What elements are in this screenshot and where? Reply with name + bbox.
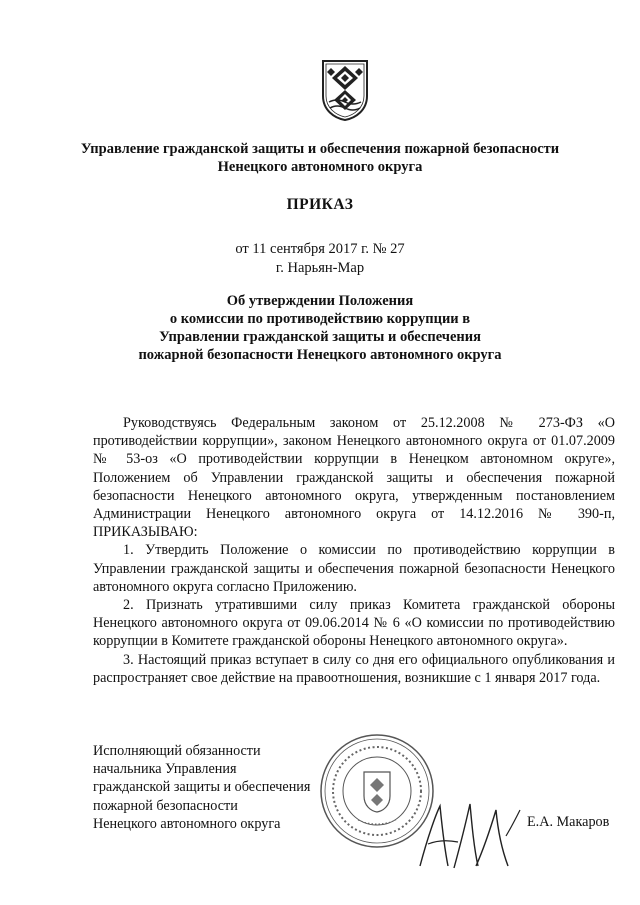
- organization-header: [0, 140, 640, 176]
- signer-position: [93, 742, 310, 833]
- order-date-number: от 11 сентября 2017 г. № 27: [235, 241, 405, 257]
- signer-position-line3: гражданской защиты и обеспечения: [93, 779, 311, 796]
- organization-name-line1: Управление гражданской защиты и обеспечения пожарной безопасности: [80, 141, 560, 157]
- preamble-paragraph: Руководствуясь Федеральным законом от 25.12.2008 № 273-ФЗ «О противодействии коррупции», законом Ненецкого автономного округа от 01.07.2009 № 53-оз «О противодействии коррупции в Ненецком автономном округе», Положением об Управлении гражданской защиты и обеспечения пожарной безопасности Ненецкого автономного округа, утвержденным постановлением Администрации Ненецкого автономного округа от 14.12.2016 № 390-п, ПРИКАЗЫВАЮ:: [93, 415, 615, 541]
- signer-name: Е.А. Макаров: [527, 814, 610, 830]
- signer-position-line2: начальника Управления: [93, 761, 237, 778]
- signer-position-line5: Ненецкого автономного округа: [93, 815, 281, 832]
- order-item-1: 1. Утвердить Положение о комиссии по противодействию коррупции в Управлении гражданской защиты и обеспечения пожарной безопасности Ненецкого автономного округа согласно Приложению.: [93, 542, 615, 595]
- order-subject: [0, 292, 640, 364]
- order-item-3: 3. Настоящий приказ вступает в силу со дня его официального опубликования и распространяет свое действие на правоотношения, возникшие с 1 января 2017 года.: [93, 651, 615, 686]
- organization-name-line2: Ненецкого автономного округа: [217, 159, 423, 175]
- signer-position-line4: пожарной безопасности: [93, 797, 238, 814]
- subject-line1: Об утверждении Положения: [226, 293, 414, 309]
- order-place: г. Нарьян-Мар: [275, 260, 365, 276]
- order-item-2: 2. Признать утратившими силу приказ Комитета гражданской обороны Ненецкого автономного округа от 09.06.2014 № 6 «О комиссии по противодействию коррупции в Комитете гражданской обороны Ненецкого автономного округа».: [93, 597, 615, 650]
- order-body: [93, 414, 615, 687]
- subject-line2: о комиссии по противодействию коррупции в: [169, 311, 471, 327]
- subject-line3: Управлении гражданской защиты и обеспечения: [159, 329, 481, 345]
- signer-position-line1: Исполняющий обязанности: [93, 743, 261, 759]
- handwritten-signature: [414, 796, 524, 876]
- document-title: ПРИКАЗ: [286, 196, 354, 213]
- coat-of-arms-icon: [320, 58, 370, 122]
- subject-line4: пожарной безопасности Ненецкого автономного округа: [138, 347, 502, 363]
- date-and-place: [0, 240, 640, 278]
